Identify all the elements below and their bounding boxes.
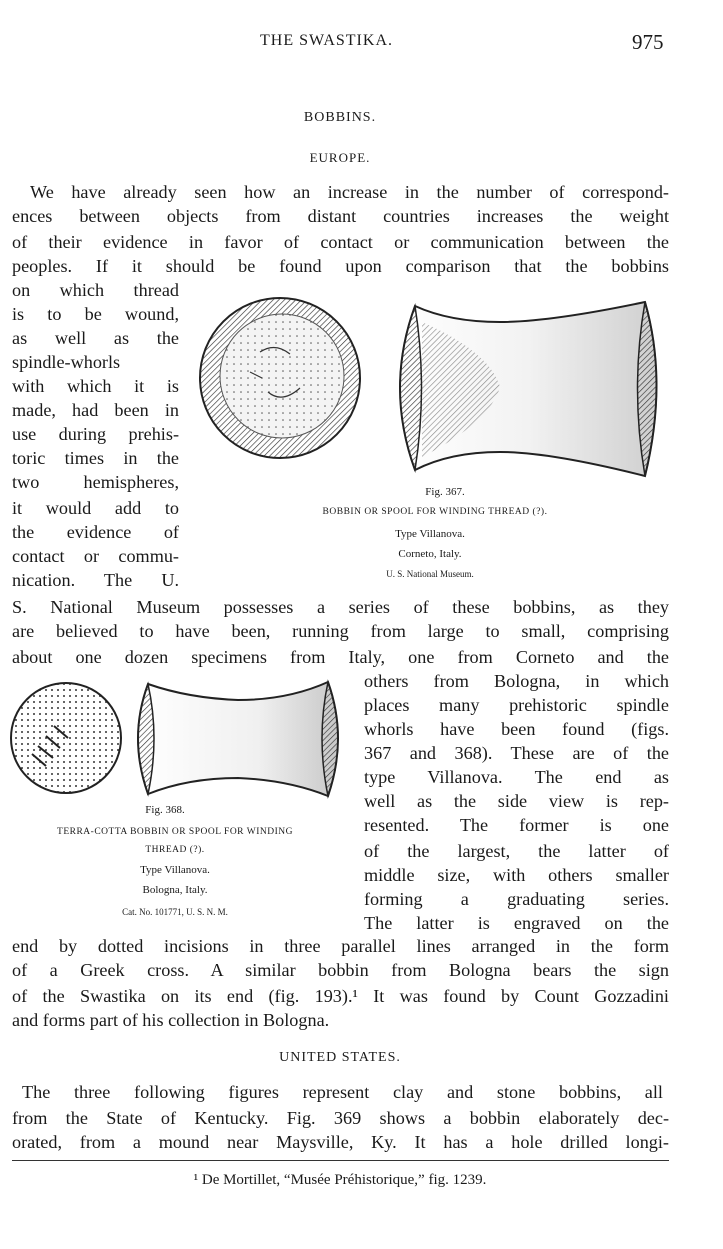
wrap-line-left: the evidence of [12,522,179,542]
page-number: 975 [632,30,664,54]
fig367-title: BOBBIN OR SPOOL FOR WINDING THREAD (?). [322,507,548,517]
paragraph-line: of a Greek cross. A similar bobbin from Bologna bears the sign [12,960,669,980]
paragraph-line: end by dotted incisions in three parallel lines arranged in the form [12,936,669,956]
fig367-place: Corneto, Italy. [398,548,462,560]
bobbin-end-view [11,683,121,793]
wrap-line-right: The latter is engraved on the [364,913,669,933]
fig368-type: Type Villanova. [140,864,210,876]
wrap-line-right: type Villanova. The end as [364,767,669,787]
wrap-line-left: it would add to [12,498,179,518]
bobbin-side-view [138,682,338,796]
paragraph-line: of their evidence in favor of contact or communication between the [12,232,669,252]
wrap-line-left: two hemispheres, [12,472,179,492]
wrap-line-left: on which thread [12,280,179,300]
footnote-divider [12,1160,669,1161]
wrap-line-right: others from Bologna, in which [364,671,669,691]
wrap-line-right: 367 and 368). These are of the [364,743,669,763]
paragraph-line: S. National Museum possesses a series of these bobbins, as they [12,597,669,617]
subsection-heading-united-states: UNITED STATES. [279,1050,401,1065]
wrap-line-left: contact or commu- [12,546,179,566]
paragraph-line: ences between objects from distant countries increases the weight [12,206,669,226]
paragraph-line: about one dozen specimens from Italy, one from Corneto and the [12,647,669,667]
bobbin-end-view [200,298,360,458]
fig367-source: U. S. National Museum. [386,569,474,579]
wrap-line-left: as well as the [12,328,179,348]
bobbin-side-view [400,302,657,476]
wrap-line-right: forming a graduating series. [364,889,669,909]
subsection-heading-europe: EUROPE. [309,150,371,165]
fig368-catalog: Cat. No. 101771, U. S. N. M. [122,907,228,917]
wrap-line-right: places many prehistoric spindle [364,695,669,715]
fig367-illustration [190,292,670,487]
paragraph-line: The three following figures represent clay and stone bobbins, all [22,1082,663,1102]
fig367-label: Fig. 367. [425,486,465,498]
wrap-line-left: spindle-whorls [12,352,121,372]
fig368-title-line1: TERRA-COTTA BOBBIN OR SPOOL FOR WINDING [57,827,293,837]
fig368-title-line2: THREAD (?). [145,845,205,855]
wrap-line-right: whorls have been found (figs. [364,719,669,739]
section-heading-bobbins: BOBBINS. [303,110,377,125]
wrap-line-right: of the largest, the latter of [364,841,669,861]
wrap-line-left: use during prehis- [12,424,179,444]
running-header-title: THE SWASTIKA. [260,32,393,49]
fig367-type: Type Villanova. [395,528,465,540]
paragraph-line: are believed to have been, running from large to small, comprising [12,621,669,641]
wrap-line-left: nication. The U. [12,570,179,590]
paragraph-line: and forms part of his collection in Bologna. [12,1010,330,1030]
paragraph-line: peoples. If it should be found upon comparison that the bobbins [12,256,669,276]
footnote: ¹ De Mortillet, “Musée Préhistorique,” fig. 1239. [193,1172,487,1188]
wrap-line-left: is to be wound, [12,304,179,324]
wrap-line-left: with which it is [12,376,179,396]
paragraph-line: from the State of Kentucky. Fig. 369 shows a bobbin elaborately dec- [12,1108,669,1128]
wrap-line-right: middle size, with others smaller [364,865,669,885]
fig368-label: Fig. 368. [145,804,185,816]
wrap-line-right: resented. The former is one [364,815,669,835]
paragraph-line: We have already seen how an increase in the number of correspond- [30,182,669,202]
paragraph-line: of the Swastika on its end (fig. 193).¹ It was found by Count Gozzadini [12,986,669,1006]
fig368-illustration [8,676,353,801]
wrap-line-right: well as the side view is rep- [364,791,669,811]
wrap-line-left: toric times in the [12,448,179,468]
wrap-line-left: made, had been in [12,400,179,420]
fig368-place: Bologna, Italy. [142,884,208,896]
paragraph-line: orated, from a mound near Maysville, Ky. It has a hole drilled longi- [12,1132,669,1152]
